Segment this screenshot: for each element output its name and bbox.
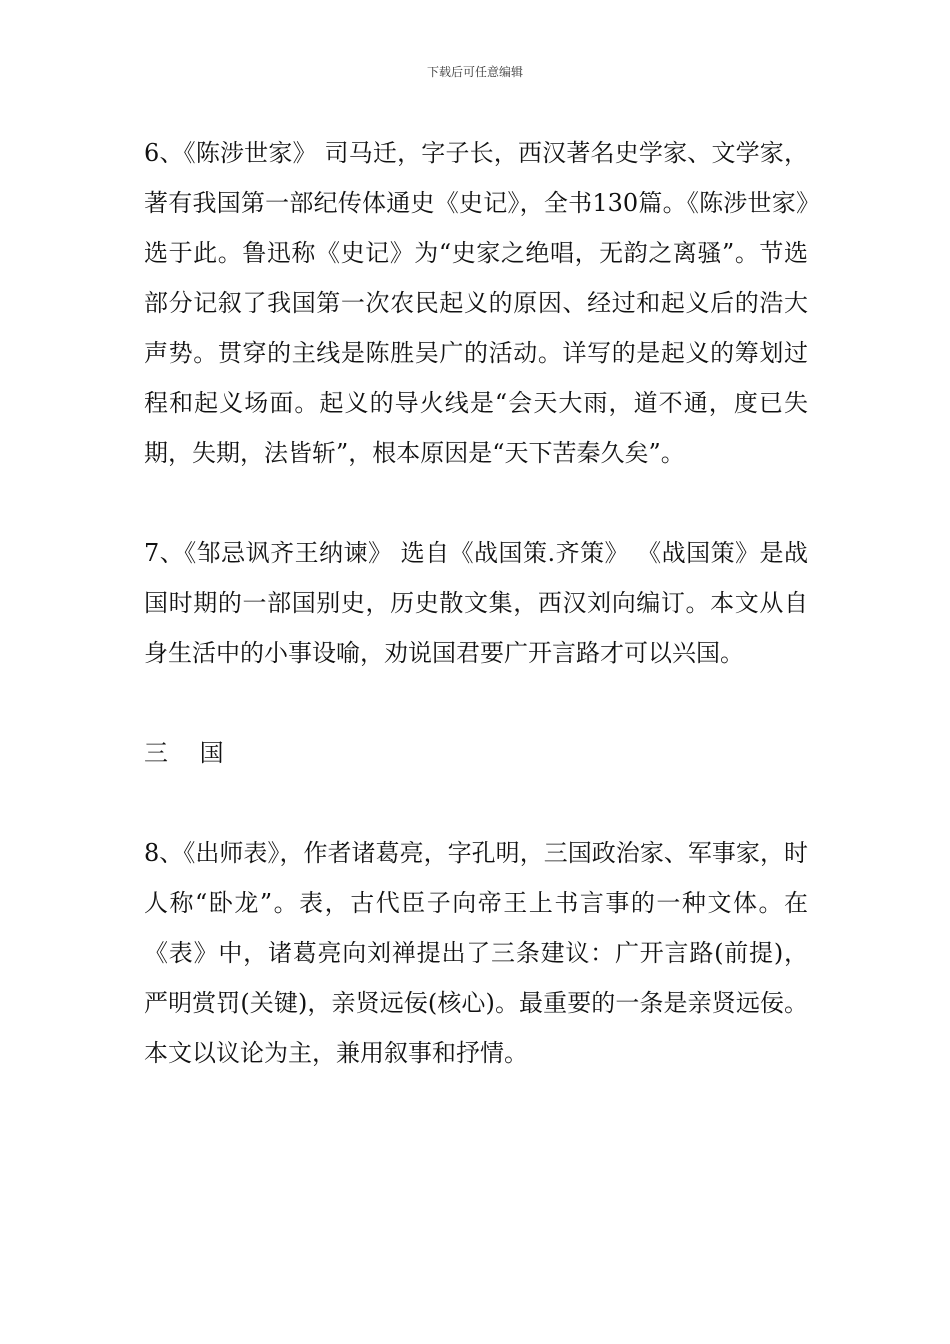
paragraph-chen-she-shi-jia: 6、《陈涉世家》 司马迁，字子长，西汉著名史学家、文学家，著有我国第一部纪传体通史《史记》，全书130篇。《陈涉世家》选于此。鲁迅称《史记》为“史家之绝唱，无韵之离骚”。节选部分记叙了我国第一次农民起义的原因、经过和起义后的浩大声势。贯穿的主线是陈胜吴广的活动。详写的是起义的筹划过程和起义场面。起义的导火线是“会天大雨，道不通，度已失期，失期，法皆斩”，根本原因是“天下苦秦久矣”。: [144, 139, 808, 467]
page-header: 下载后可任意编辑: [426, 65, 523, 79]
paragraph-chu-shi-biao: 8、《出师表》，作者诸葛亮，字孔明，三国政治家、军事家，时人称“卧龙”。表，古代臣子向帝王上书言事的一种文体。在《表》中，诸葛亮向刘禅提出了三条建议：广开言路(前提)，严明赏罚(关键)，亲贤远佞(核心)。最重要的一条是亲贤远佞。本文以议论为主，兼用叙事和抒情。: [144, 839, 808, 1067]
document-body: [144, 128, 808, 1128]
section-heading-three-kingdoms: 三 国: [144, 739, 236, 767]
paragraph-zou-ji: 7、《邹忌讽齐王纳谏》 选自《战国策.齐策》 《战国策》是战国时期的一部国别史，历史散文集，西汉刘向编订。本文从自身生活中的小事设喻，劝说国君要广开言路才可以兴国。: [144, 539, 808, 667]
